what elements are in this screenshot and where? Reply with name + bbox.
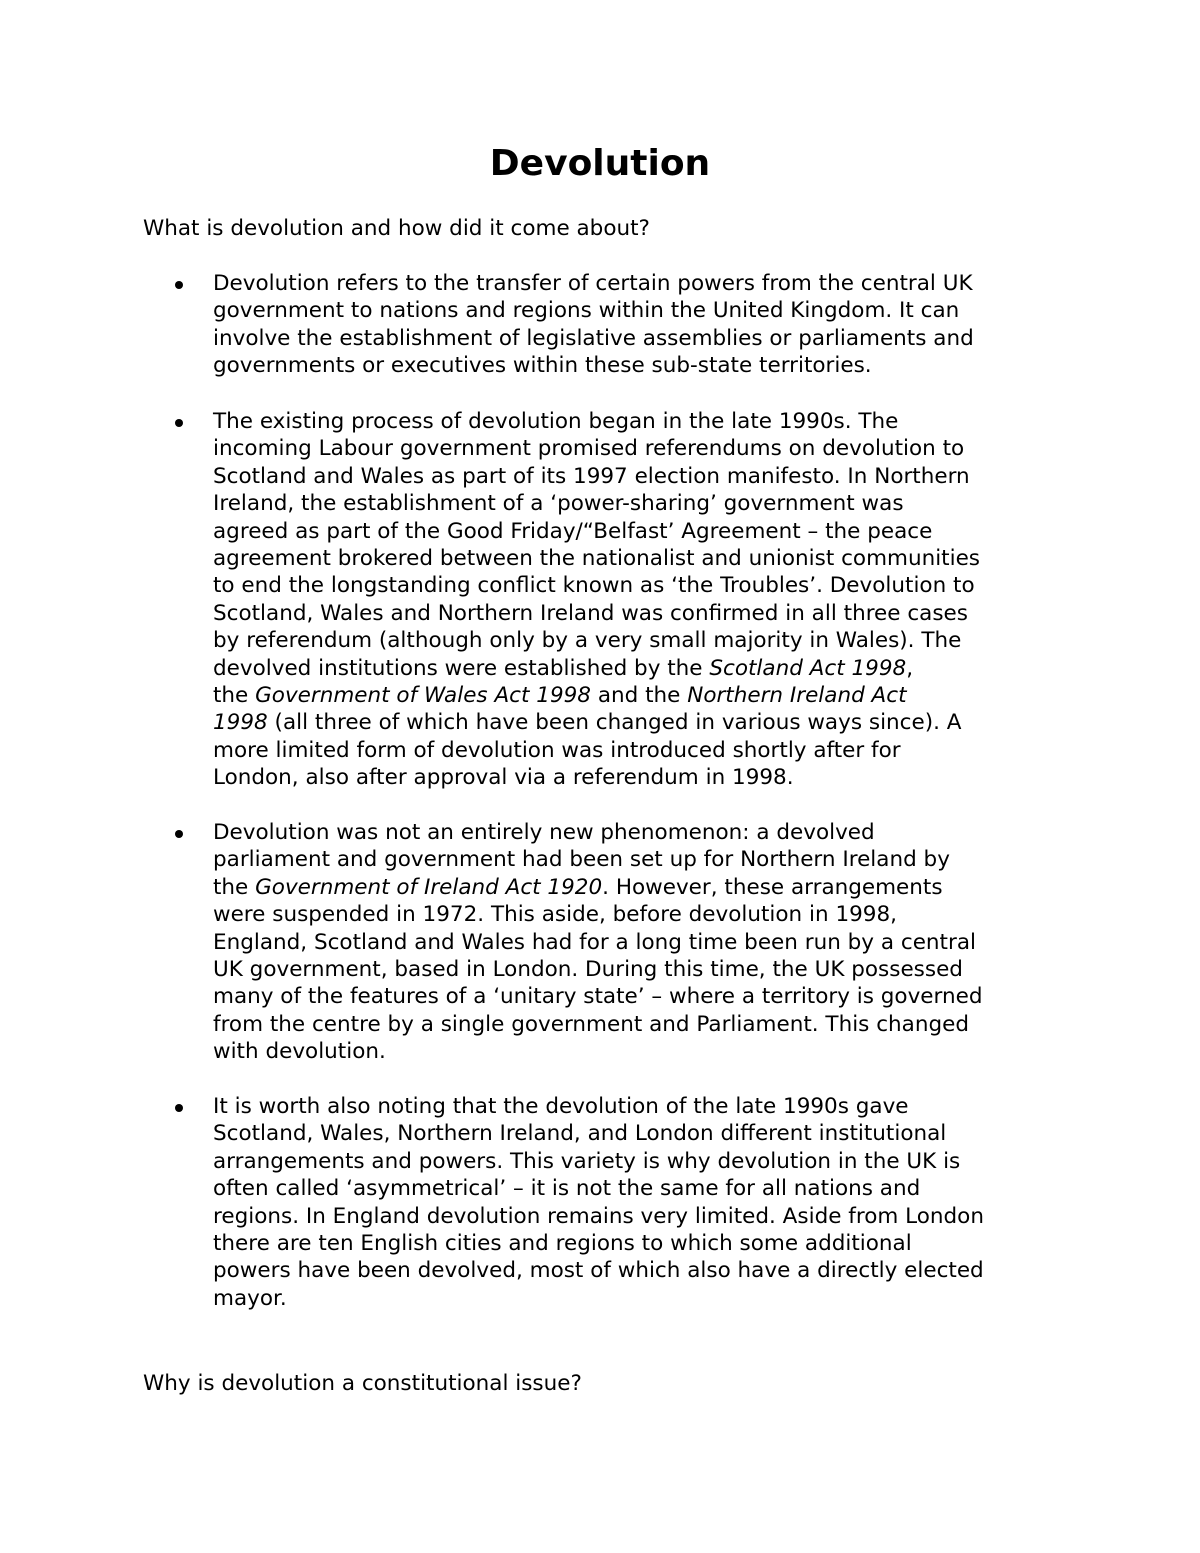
text-line: government to nations and regions within the United Kingdom. It can bbox=[213, 298, 960, 324]
text-line: It is worth also noting that the devolution of the late 1990s gave bbox=[213, 1094, 909, 1119]
bullet-dot-icon bbox=[175, 281, 183, 289]
document-title: Devolution bbox=[489, 143, 711, 184]
text-line: Scotland, Wales and Northern Ireland was confirmed in all three cases bbox=[213, 600, 968, 626]
text-fragment: , bbox=[906, 655, 914, 681]
text-line: Devolution was not an entirely new phenomenon: a devolved bbox=[213, 820, 875, 845]
text-line: more limited form of devolution was introduced shortly after for bbox=[213, 737, 901, 763]
text-fragment: the bbox=[213, 874, 256, 900]
text-line bbox=[213, 874, 983, 901]
bullet-text-2 bbox=[213, 408, 980, 792]
bullet-text-1 bbox=[213, 270, 974, 380]
text-line bbox=[213, 682, 980, 709]
bullet-dot-icon bbox=[175, 419, 183, 427]
text-line: incoming Labour government promised referendums on devolution to bbox=[213, 436, 965, 462]
section-question-1: What is devolution and how did it come about? bbox=[143, 216, 650, 241]
bullet-text-3 bbox=[213, 819, 983, 1066]
text-line: Devolution refers to the transfer of certain powers from the central UK bbox=[213, 271, 973, 296]
text-line: UK government, based in London. During this time, the UK possessed bbox=[213, 957, 963, 983]
text-fragment: . However, these arrangements bbox=[602, 874, 943, 900]
section-question-2: Why is devolution a constitutional issue? bbox=[143, 1371, 582, 1396]
bullet-dot-icon bbox=[175, 1104, 183, 1112]
text-line: from the centre by a single government and Parliament. This changed bbox=[213, 1011, 969, 1037]
text-fragment: devolved institutions were established by the bbox=[213, 655, 710, 681]
text-line: London, also after approval via a referendum in 1998. bbox=[213, 765, 794, 791]
bullet-text-4 bbox=[213, 1093, 984, 1312]
text-line: powers have been devolved, most of which also have a directly elected bbox=[213, 1258, 984, 1284]
text-line: governments or executives within these sub-state territories. bbox=[213, 353, 872, 379]
act-citation: Scotland Act 1998 bbox=[709, 655, 907, 681]
text-fragment: and the bbox=[590, 683, 688, 709]
text-line: Scotland, Wales, Northern Ireland, and London different institutional bbox=[213, 1121, 947, 1147]
text-line: Ireland, the establishment of a ‘power-sharing’ government was bbox=[213, 491, 904, 517]
text-line: The existing process of devolution began in the late 1990s. The bbox=[213, 409, 899, 434]
text-line: agreement brokered between the nationalist and unionist communities bbox=[213, 546, 981, 572]
text-line: parliament and government had been set up for Northern Ireland by bbox=[213, 847, 950, 873]
bullet-dot-icon bbox=[175, 830, 183, 838]
text-line: there are ten English cities and regions to which some additional bbox=[213, 1231, 912, 1257]
text-line: Scotland and Wales as part of its 1997 election manifesto. In Northern bbox=[213, 463, 970, 489]
text-line bbox=[213, 709, 980, 736]
act-citation: Northern Ireland Act bbox=[687, 683, 907, 709]
text-line bbox=[213, 655, 980, 682]
text-line: to end the longstanding conflict known as ‘the Troubles’. Devolution to bbox=[213, 573, 975, 599]
text-fragment: (all three of which have been changed in various ways since). A bbox=[267, 710, 962, 736]
act-citation: Government of Ireland Act 1920 bbox=[255, 874, 603, 900]
text-line: England, Scotland and Wales had for a long time been run by a central bbox=[213, 929, 976, 955]
text-line: were suspended in 1972. This aside, before devolution in 1998, bbox=[213, 902, 897, 928]
act-citation: Government of Wales Act 1998 bbox=[255, 683, 591, 709]
text-line: regions. In England devolution remains very limited. Aside from London bbox=[213, 1203, 984, 1229]
text-line: involve the establishment of legislative assemblies or parliaments and bbox=[213, 325, 974, 351]
text-line: arrangements and powers. This variety is why devolution in the UK is bbox=[213, 1148, 961, 1174]
text-line: by referendum (although only by a very small majority in Wales). The bbox=[213, 628, 962, 654]
text-fragment: the bbox=[213, 683, 256, 709]
text-line: agreed as part of the Good Friday/“Belfast’ Agreement – the peace bbox=[213, 518, 933, 544]
act-citation: 1998 bbox=[213, 710, 268, 736]
text-line: often called ‘asymmetrical’ – it is not the same for all nations and bbox=[213, 1176, 921, 1202]
text-line: mayor. bbox=[213, 1285, 287, 1311]
text-line: many of the features of a ‘unitary state’ – where a territory is governed bbox=[213, 984, 983, 1010]
text-line: with devolution. bbox=[213, 1039, 386, 1065]
